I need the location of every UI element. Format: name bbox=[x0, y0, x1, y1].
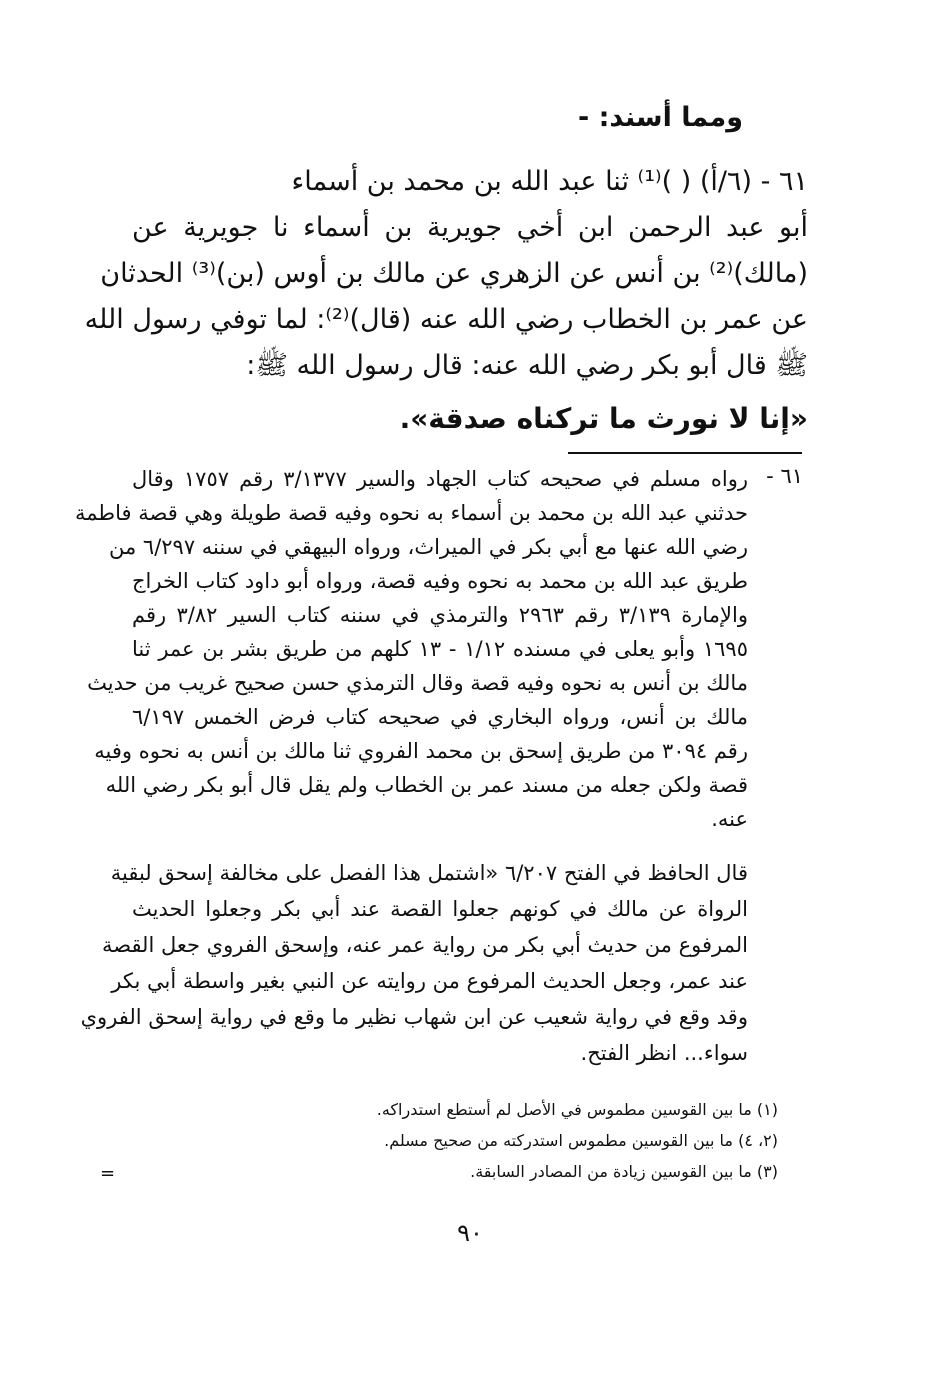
footnote-line-5: والإمارة ٣/١٣٩ رقم ٢٩٦٣ والترمذي في سننه كتاب السير ٣/٨٢ رقم bbox=[132, 603, 748, 627]
editor-note-1: (١) ما بين القوسين مطموس في الأصل لم أستطع استدراكه. bbox=[376, 1100, 778, 1119]
footnote-line-6: ١٦٩٥ وأبو يعلى في مسنده ١/١٢ - ١٣ كلهم من طريق بشر بن عمر ثنا bbox=[132, 637, 748, 661]
editor-note-2: (٢، ٤) ما بين القوسين مطموس استدركته من صحيح مسلم. bbox=[384, 1131, 778, 1150]
quote-line-2: الرواة عن مالك في كونهم جعلوا القصة عند أبي بكر وجعلوا الحديث bbox=[132, 897, 748, 921]
footnote-divider bbox=[568, 452, 802, 454]
footnote-line-4: طريق عبد الله بن محمد به نحوه وفيه قصة، ورواه أبو داود كتاب الخراج bbox=[132, 569, 748, 593]
margin-mark: = bbox=[100, 1163, 116, 1184]
hadith-isnad-line-2: أبو عبد الرحمن ابن أخي جويرية بن أسماء نا جويرية عن bbox=[132, 212, 808, 243]
quote-line-3: المرفوع من حديث أبي بكر من رواية عمر عنه، وإسحق الفروي جعل القصة bbox=[101, 933, 748, 957]
page-number: ٩٠ bbox=[457, 1219, 483, 1247]
footnote-number: ٦١ - bbox=[766, 464, 803, 488]
quote-line-5: وقد وقع في رواية شعيب عن ابن شهاب نظير ما وقع في رواية إسحق الفروي bbox=[80, 1005, 748, 1029]
quote-line-4: عند عمر، وجعل الحديث المرفوع من روايته عن النبي بغير واسطة أبي بكر bbox=[111, 969, 748, 993]
footnote-line-10: قصة ولكن جعله من مسند عمر بن الخطاب ولم يقل قال أبو بكر رضي الله bbox=[105, 773, 748, 797]
editor-note-3: (٣) ما بين القوسين زيادة من المصادر السابقة. bbox=[470, 1162, 778, 1181]
hadith-isnad-line-4: عن عمر بن الخطاب رضي الله عنه (قال)⁽²⁾: لما توفي رسول الله bbox=[84, 304, 808, 335]
hadith-isnad-line-5: ﷺ قال أبو بكر رضي الله عنه: قال رسول الله ﷺ: bbox=[246, 350, 808, 381]
footnote-line-9: رقم ٣٠٩٤ من طريق إسحق بن محمد الفروي ثنا مالك بن أنس به نحوه وفيه bbox=[94, 739, 748, 763]
footnote-line-7: مالك بن أنس به نحوه وفيه قصة وقال الترمذي حسن صحيح غريب من حديث bbox=[87, 671, 748, 695]
section-heading: ومما أسند: - bbox=[578, 102, 743, 133]
hadith-isnad-line-1: ٦١ - (٦/أ) ( )⁽¹⁾ ثنا عبد الله بن محمد بن أسماء bbox=[291, 166, 808, 197]
footnote-line-1: رواه مسلم في صحيحه كتاب الجهاد والسير ٣/١٣٧٧ رقم ١٧٥٧ وقال bbox=[132, 467, 748, 491]
quote-line-1: قال الحافظ في الفتح ٦/٢٠٧ «اشتمل هذا الفصل على مخالفة إسحق لبقية bbox=[110, 861, 748, 885]
footnote-line-8: مالك بن أنس، ورواه البخاري في صحيحه كتاب فرض الخمس ٦/١٩٧ bbox=[132, 705, 748, 729]
quote-line-6: سواء... انظر الفتح. bbox=[580, 1041, 748, 1065]
footnote-line-11: عنه. bbox=[711, 807, 748, 831]
hadith-isnad-line-3: (مالك)⁽²⁾ بن أنس عن الزهري عن مالك بن أوس (بن)⁽³⁾ الحدثان bbox=[100, 258, 808, 289]
footnote-line-2: حدثني عبد الله بن محمد بن أسماء به نحوه وفيه قصة طويلة وهي قصة فاطمة bbox=[75, 501, 748, 525]
hadith-text: «إنا لا نورث ما تركناه صدقة». bbox=[399, 402, 808, 435]
footnote-line-3: رضي الله عنها مع أبي بكر في الميراث، ورواه البيهقي في سننه ٦/٢٩٧ من bbox=[109, 535, 748, 559]
